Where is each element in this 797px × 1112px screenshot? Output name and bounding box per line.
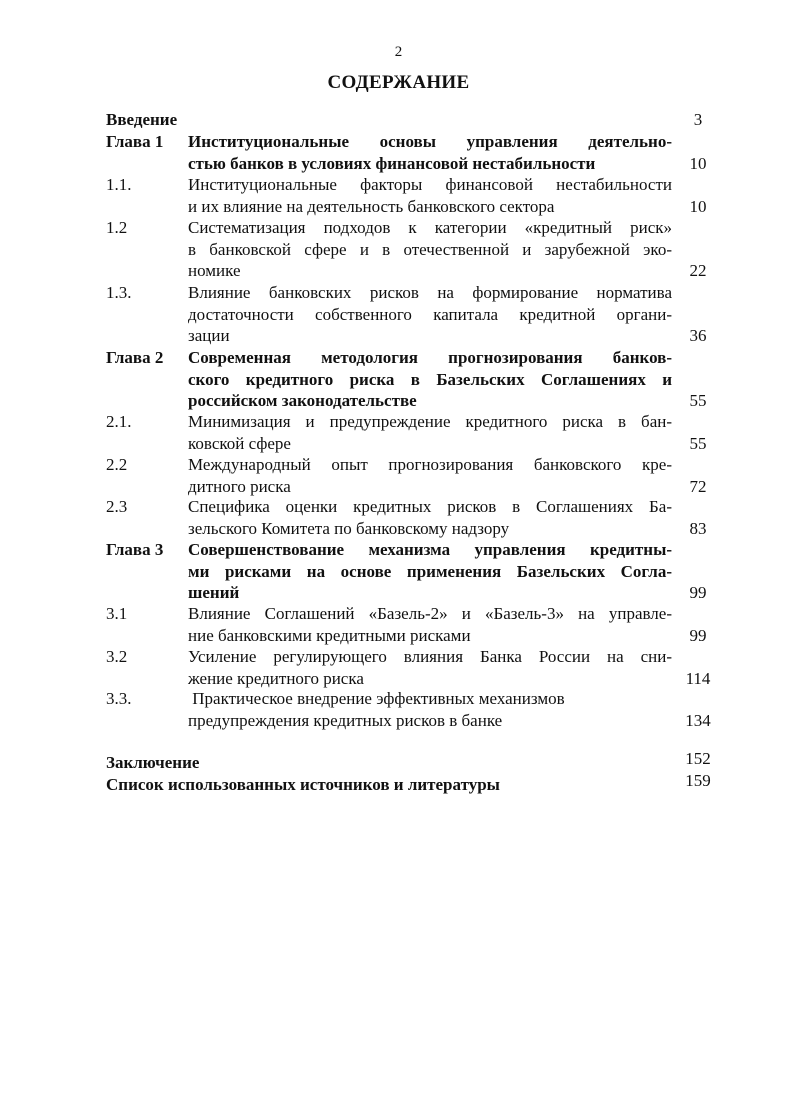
entry-title-line: Систематизация подходов к категории «кредитный риск» [188, 218, 672, 237]
entry-page: 3 [693, 110, 703, 129]
entry-title-line: Практическое внедрение эффективных механизмов [188, 689, 565, 708]
entry-title-line: ского кредитного риска в Базельских Соглашениях и [188, 369, 672, 389]
entry-title [188, 539, 672, 604]
entry-number: 3.2 [106, 647, 128, 666]
entry-title [188, 282, 672, 347]
entry-title [188, 496, 672, 539]
entry-title-line: ковской сфере [188, 433, 291, 453]
entry-title-line: предупреждения кредитных рисков в банке [188, 710, 503, 730]
entry-title [188, 131, 672, 174]
entry-title-line: ми рисками на основе применения Базельских Согла- [188, 561, 672, 581]
page-number: 2 [394, 44, 403, 60]
entry-number: Глава 3 [106, 540, 164, 559]
entry-page: 72 [689, 476, 707, 496]
entry-title [188, 454, 672, 497]
entry-title-line: Международный опыт прогнозирования банковского кре- [188, 455, 672, 474]
entry-number: Глава 2 [106, 348, 164, 367]
entry-title [188, 174, 672, 217]
entry-page: 134 [685, 710, 711, 730]
entry-title [188, 688, 672, 731]
entry-number: 1.1. [106, 175, 132, 194]
entry-page: 114 [685, 668, 711, 688]
entry-title-line: Современная методология прогнозирования банков- [188, 348, 672, 367]
entry-title-line: стью банков в условиях финансовой нестабильности [188, 153, 596, 173]
entry-page: 10 [689, 196, 707, 216]
entry-label: Введение [106, 110, 178, 129]
entry-title-line: ние банковскими кредитными рисками [188, 625, 471, 645]
entry-title [188, 646, 672, 689]
entry-title-line: номике [188, 261, 241, 280]
entry-title-line: шений [188, 583, 240, 602]
entry-page: 159 [685, 771, 711, 790]
entry-title-line: зельского Комитета по банковскому надзору [188, 518, 510, 538]
entry-number: 3.3. [106, 689, 132, 708]
entry-title-line: в банковской сфере и в отечественной и зарубежной эко- [188, 239, 672, 259]
entry-page: 36 [689, 326, 707, 345]
entry-title-line: и их влияние на деятельность банковского сектора [188, 196, 555, 216]
entry-number: 1.2 [106, 218, 128, 237]
entry-title-line: Совершенствование механизма управления кредитны- [188, 540, 672, 559]
entry-page: 152 [685, 749, 711, 768]
entry-label: Заключение [106, 753, 200, 772]
entry-title-line: достаточности собственного капитала кредитной органи- [188, 304, 672, 324]
entry-number: 2.3 [106, 497, 128, 516]
entry-title-line: Усиление регулирующего влияния Банка России на сни- [188, 647, 672, 666]
entry-title-line: российском законодательстве [188, 391, 417, 410]
entry-page: 10 [689, 153, 707, 173]
entry-title [188, 217, 672, 282]
entry-page: 22 [689, 261, 707, 280]
entry-title-line: Влияние банковских рисков на формирование норматива [188, 283, 672, 302]
entry-title-line: жение кредитного риска [188, 668, 364, 688]
entry-page: 55 [689, 391, 707, 410]
entry-number: 2.2 [106, 455, 128, 474]
entry-number: 3.1 [106, 604, 128, 623]
entry-title [188, 347, 672, 412]
entry-number: Глава 1 [106, 132, 164, 151]
toc-title: СОДЕРЖАНИЕ [327, 72, 470, 93]
entry-number: 2.1. [106, 412, 132, 431]
entry-title-line: Минимизация и предупреждение кредитного риска в бан- [188, 412, 672, 431]
entry-page: 99 [689, 625, 707, 645]
entry-page: 83 [689, 518, 707, 538]
entry-title-line: зации [188, 326, 230, 345]
toc [106, 0, 746, 1112]
entry-title-line: Влияние Соглашений «Базель-2» и «Базель-3» на управле- [188, 604, 672, 623]
entry-title-line: дитного риска [188, 476, 291, 496]
entry-title [188, 603, 672, 646]
entry-title-line: Специфика оценки кредитных рисков в Соглашениях Ба- [188, 497, 672, 516]
entry-page: 99 [689, 583, 707, 602]
entry-title-line: Институциональные основы управления деятельно- [188, 132, 672, 151]
entry-number: 1.3. [106, 283, 132, 302]
entry-label: Список использованных источников и литературы [106, 775, 500, 794]
entry-page: 55 [689, 433, 707, 453]
entry-title-line: Институциональные факторы финансовой нестабильности [188, 175, 672, 194]
entry-title [188, 411, 672, 454]
